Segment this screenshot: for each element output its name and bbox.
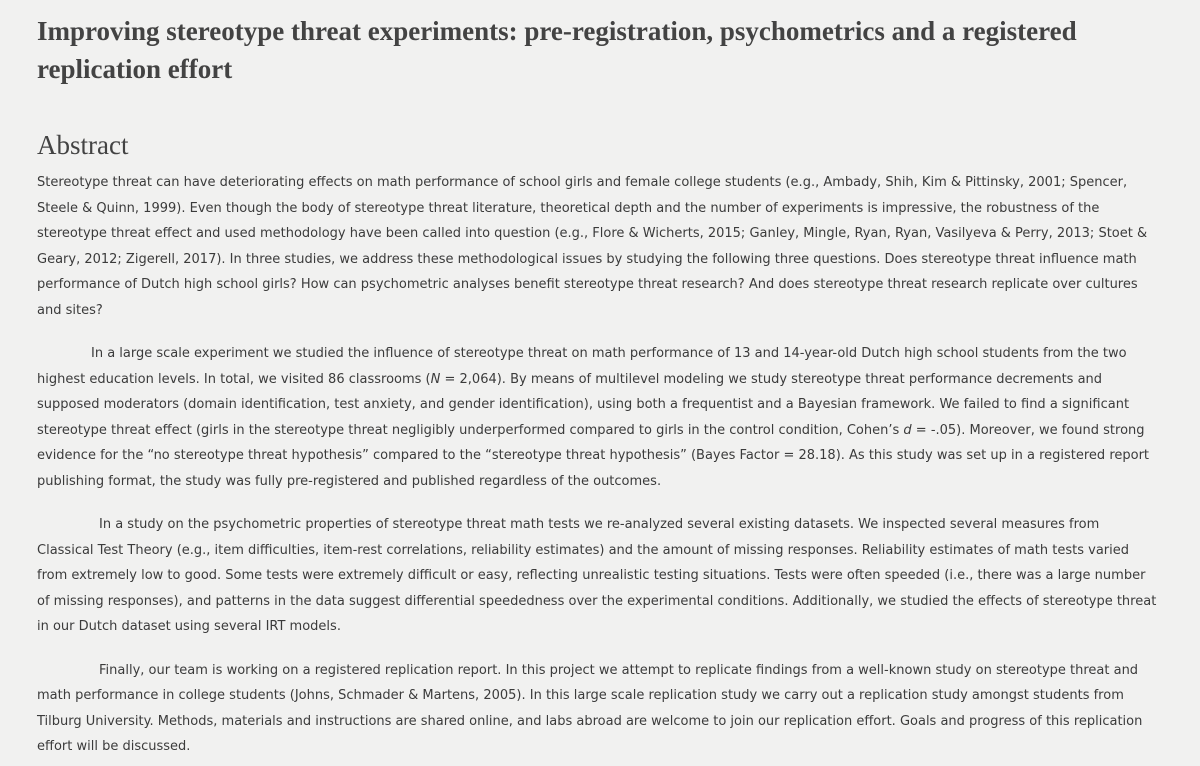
paragraph-2-text-part-1: In a large scale experiment we studied the influence of stereotype threat on math performance of 13 and 14-year-old Dutch high school students from the two highest education levels. In total, we visited 86 classrooms ( bbox=[37, 346, 1127, 387]
effect-size-symbol: d bbox=[903, 422, 912, 438]
abstract-body bbox=[37, 170, 1158, 760]
abstract-paragraph-1: Stereotype threat can have deteriorating effects on math performance of school girls and female college students (e.g., Ambady, Shih, Kim & Pittinsky, 2001; Spencer, Steele & Quinn, 1999). Even though the body of stereotype threat literature, theoretical depth and the number of experiments is impressive, the robustness of the stereotype threat effect and used methodology have been called into question (e.g., Flore & Wicherts, 2015; Ganley, Mingle, Ryan, Ryan, Vasilyeva & Perry, 2013; Stoet & Geary, 2012; Zigerell, 2017). In three studies, we address these methodological issues by studying the following three questions. Does stereotype threat influence math performance of Dutch high school girls? How can psychometric analyses benefit stereotype threat research? And does stereotype threat research replicate over cultures and sites? bbox=[37, 175, 1148, 318]
paragraph-2-text-part-2: = 2,064). By means of multilevel modeling we study stereotype threat performance decrements and supposed moderators (domain identification, test anxiety, and gender identification), using both a frequentist and a Bayesian framework. We failed to find a significant stereotype threat effect (girls in the stereotype threat negligibly underperformed compared to girls in the control condition, Cohen’s bbox=[37, 371, 1130, 438]
abstract-heading: Abstract bbox=[37, 130, 129, 160]
paragraph-2-text-part-3: = -.05). Moreover, we found strong evidence for the “no stereotype threat hypothesis” compared to the “stereotype threat hypothesis” (Bayes Factor = 28.18). As this study was set up in a registered report publishing format, the study was fully pre-registered and published regardless of the outcomes. bbox=[37, 422, 1150, 489]
abstract-paragraph-2 bbox=[37, 341, 1158, 494]
document-title: Improving stereotype threat experiments: pre-registration, psychometrics and a registered replication effort bbox=[37, 16, 1077, 84]
abstract-paragraph-4: Finally, our team is working on a registered replication report. In this project we attempt to replicate findings from a well-known study on stereotype threat and math performance in college students (Johns, Schmader & Martens, 2005). In this large scale replication study we carry out a replication study amongst students from Tilburg University. Methods, materials and instructions are shared online, and labs abroad are welcome to join our replication effort. Goals and progress of this replication effort will be discussed. bbox=[37, 662, 1143, 754]
abstract-paragraph-3: In a study on the psychometric properties of stereotype threat math tests we re-analyzed several existing datasets. We inspected several measures from Classical Test Theory (e.g., item difficulties, item-rest correlations, reliability estimates) and the amount of missing responses. Reliability estimates of math tests varied from extremely low to good. Some tests were extremely difficult or easy, reflecting unrealistic testing situations. Tests were often speeded (i.e., there was a large number of missing responses), and patterns in the data suggest differential speededness over the experimental conditions. Additionally, we studied the effects of stereotype threat in our Dutch dataset using several IRT models. bbox=[37, 517, 1157, 634]
sample-size-symbol: N bbox=[430, 371, 441, 387]
